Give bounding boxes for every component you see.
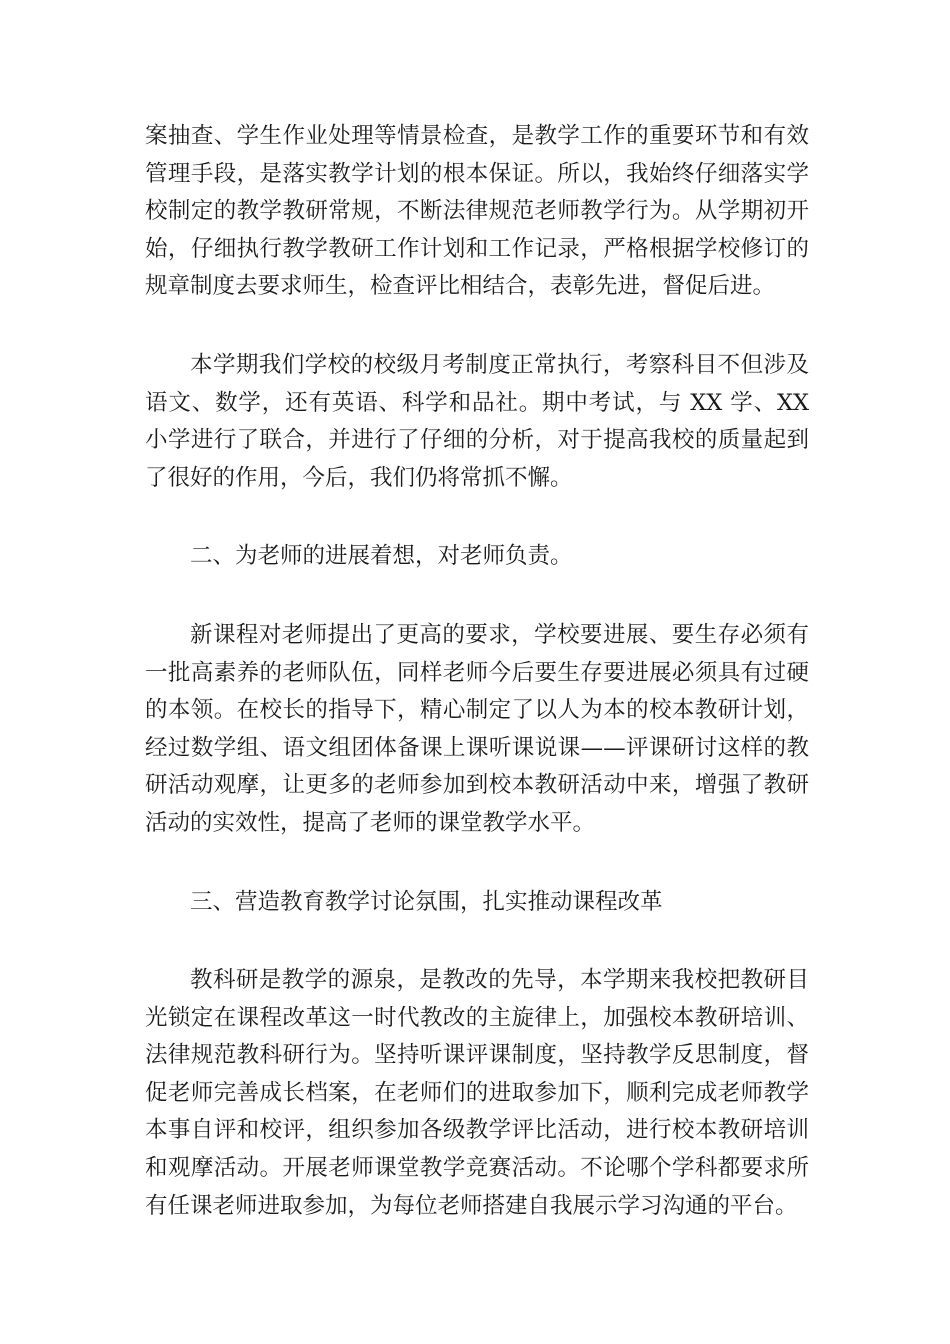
- document-body: [145, 118, 809, 1266]
- paragraph-research: 教科研是教学的源泉，是教改的先导，本学期来我校把教研目光锁定在课程改革这一时代教改的主旋律上，加强校本教研培训、法律规范教科研行为。坚持听课评课制度，坚持教学反思制度，督促老师完善成长档案，在老师们的进取参加下，顺利完成老师教学本事自评和校评，组织参加各级教学评比活动，进行校本教研培训和观摩活动。开展老师课堂教学竞赛活动。不论哪个学科都要求所有任课老师进取参加，为每位老师搭建自我展示学习沟通的平台。: [145, 967, 809, 1219]
- paragraph-continued: 案抽查、学生作业处理等情景检查，是教学工作的重要环节和有效管理手段，是落实教学计划的根本保证。所以，我始终仔细落实学校制定的教学教研常规，不断法律规范老师教学行为。从学期初开始，仔细执行教学教研工作计划和工作记录，严格根据学校修订的规章制度去要求师生，检查评比相结合，表彰先进，督促后进。: [145, 123, 809, 300]
- section-heading-3: 三、营造教育教学讨论氛围，扎实推动课程改革: [190, 888, 663, 915]
- paragraph-new-curriculum: 新课程对老师提出了更高的要求，学校要进展、要生存必须有一批高素养的老师队伍，同样老师今后要生存要进展必须具有过硬的本领。在校长的指导下，精心制定了以人为本的校本教研计划，经过数学组、语文组团体备课上课听课说课——评课研讨这样的教研活动观摩，让更多的老师参加到校本教研活动中来，增强了教研活动的实效性，提高了老师的课堂教学水平。: [145, 621, 809, 836]
- section-heading-2: 二、为老师的进展着想，对老师负责。: [190, 543, 573, 570]
- paragraph-monthly-exam: 本学期我们学校的校级月考制度正常执行，考察科目不但涉及语文、数学，还有英语、科学和品社。期中考试，与 XX 学、XX 小学进行了联合，并进行了仔细的分析，对于提高我校的质量起到了很好的作用，今后，我们仍将常抓不懈。: [145, 351, 809, 491]
